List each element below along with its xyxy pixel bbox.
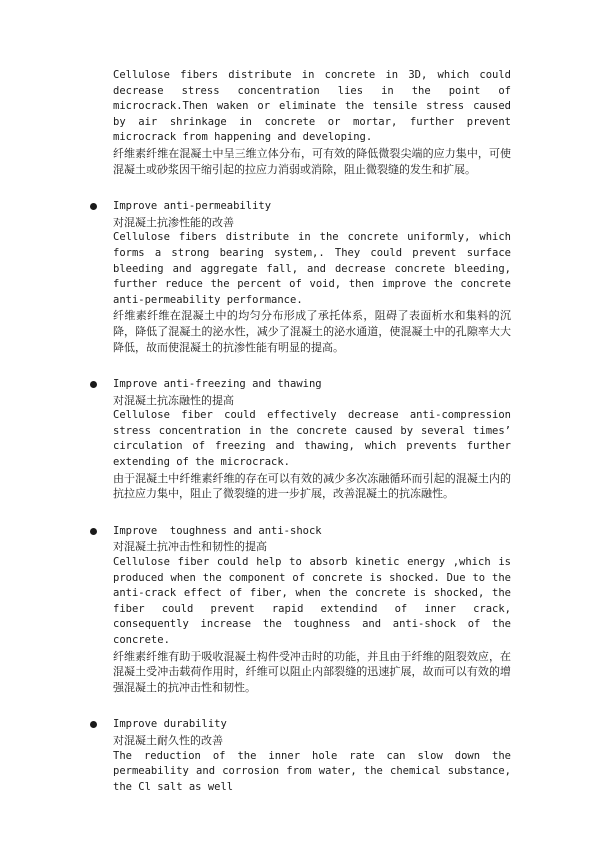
- intro-english-text: Cellulose fibers distribute in concrete in 3D, which could decrease stress concentration lies in the point of microcrack.Then waken or eliminate the tensile stress caused by air shrinkage in concrete or mortar, further prevent microcrack from happening and developing.: [113, 69, 511, 144]
- section-heading-chinese: 对混凝土抗渗性能的改善: [113, 215, 234, 229]
- document-content: [113, 68, 511, 795]
- section-heading-english: Improve anti-permeability: [113, 200, 272, 213]
- section-body-english: Cellulose fiber could help to absorb kinetic energy ,which is produced when the component of concrete is shocked. Due to the anti-crack effect of fiber, when the concrete is shocked, the fiber could prevent rapid extendind of inner crack, consequently increase the toughness and anti-shock of the concrete.: [113, 556, 511, 646]
- intro-chinese-text: 纤维素纤维在混凝土中呈三维立体分布，可有效的降低微裂尖端的应力集中，可使混凝土或砂浆因干缩引起的拉应力消弱或消除，阻止微裂缝的发生和扩展。: [113, 146, 511, 176]
- section-body-english: Cellulose fibers distribute in the concrete uniformly, which forms a strong bearing system,. They could prevent surface bleeding and aggregate fall, and decrease concrete bleeding, further reduce the percent of void, then improve the concrete anti-permeability performance.: [113, 231, 511, 306]
- intro-block: [113, 68, 511, 177]
- section-body-english: Cellulose fiber could effectively decrease anti-compression stress concentration in the concrete caused by several times’ circulation of freezing and thawing, which prevents further extending of the microcrack.: [113, 409, 511, 469]
- section-heading-chinese: 对混凝土耐久性的改善: [113, 733, 223, 747]
- section-body-chinese: 由于混凝土中纤维素纤维的存在可以有效的减少多次冻融循环而引起的混凝土内的抗拉应力集中，阻止了微裂缝的进一步扩展，改善混凝土的抗冻融性。: [113, 471, 511, 501]
- section-heading-english: Improve durability: [113, 718, 227, 731]
- section-heading-english: Improve toughness and anti-shock: [113, 524, 322, 537]
- bullet-icon: [90, 203, 97, 210]
- section-toughness-anti-shock: [113, 524, 511, 696]
- section-durability: [113, 717, 511, 795]
- section-body-chinese: 纤维素纤维有助于吸收混凝土构件受冲击时的功能，并且由于纤维的阻裂效应，在混凝土受冲击载荷作用时，纤维可以阻止内部裂缝的迅速扩展，故而可以有效的增强混凝土的抗冲击性和韧性。: [113, 649, 511, 694]
- section-heading-english: Improve anti-freezing and thawing: [113, 378, 322, 391]
- section-heading-chinese: 对混凝土抗冻融性的提高: [113, 393, 234, 407]
- section-anti-permeability: [113, 199, 511, 355]
- section-anti-freezing: [113, 377, 511, 502]
- section-body-chinese: 纤维素纤维在混凝土中的均匀分布形成了承托体系，阻碍了表面析水和集料的沉降，降低了混凝土的泌水性，减少了混凝土的泌水通道，使混凝土中的孔隙率大大降低，故而使混凝土的抗渗性能有明显的提高。: [113, 309, 511, 354]
- section-body-english: The reduction of the inner hole rate can slow down the permeability and corrosion from water, the chemical substance, the Cl salt as well: [113, 749, 511, 793]
- bullet-icon: [90, 721, 97, 728]
- section-heading-chinese: 对混凝土抗冲击性和韧性的提高: [113, 540, 267, 554]
- bullet-icon: [90, 528, 97, 535]
- bullet-icon: [90, 381, 97, 388]
